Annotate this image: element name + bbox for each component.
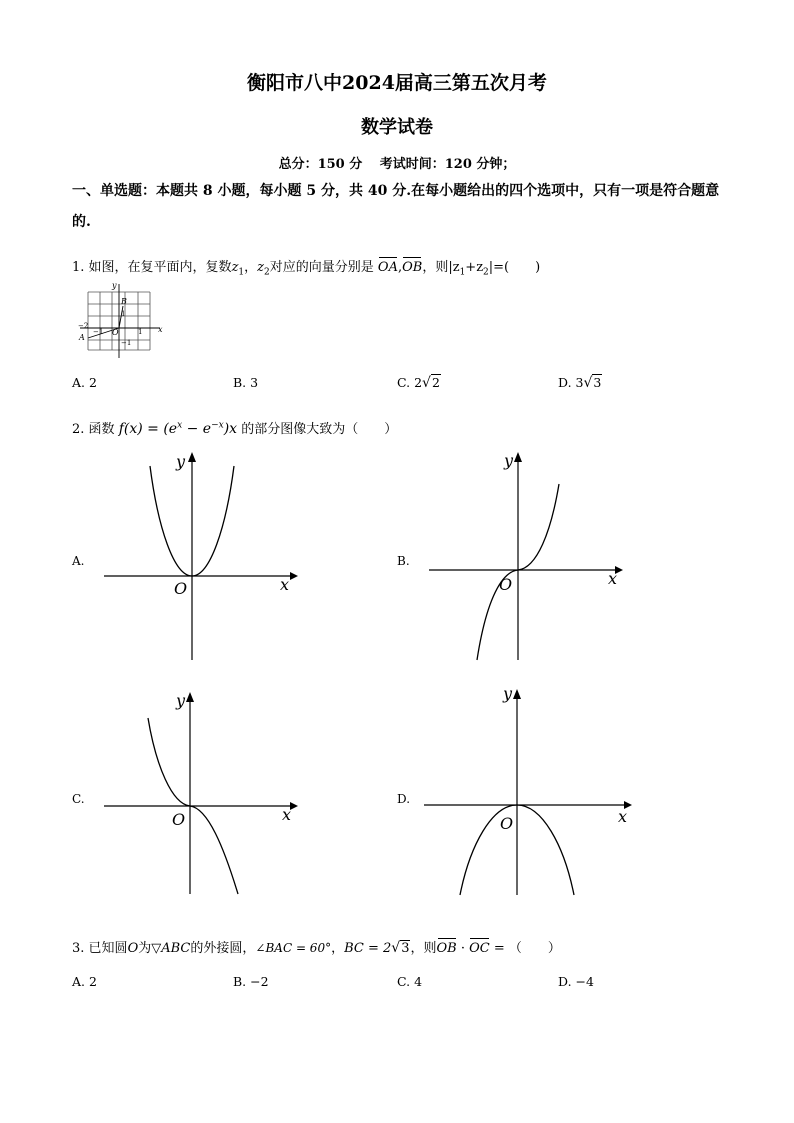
- graph-b-y-arrow-icon: [514, 452, 522, 462]
- graph-d-y-label: y: [503, 685, 513, 703]
- q2-minus: − e: [182, 421, 212, 437]
- question-2-stem: [72, 418, 397, 437]
- exam-subtitle: 数学试卷: [361, 117, 433, 138]
- graph-c-origin-label: O: [172, 810, 186, 829]
- q2-func: f(x) = (e: [118, 421, 178, 437]
- q3-circle-o: O: [127, 941, 139, 956]
- q1-abs-sub2: 2: [483, 267, 489, 278]
- q2-label-c: C.: [72, 792, 85, 806]
- q2-number: 2.: [72, 422, 85, 437]
- q1-option-c: [397, 375, 441, 391]
- q1-option-d-radicand: 3: [593, 375, 602, 390]
- q1-option-c-text: C. 2: [397, 375, 423, 390]
- graph-b-origin-label: O: [499, 575, 513, 594]
- q1-option-d: [558, 375, 602, 391]
- q2-label-d: D.: [397, 792, 411, 806]
- q1-option-c-radical-icon: √: [422, 375, 431, 391]
- q1-vec-oa: OA: [377, 260, 398, 275]
- q3-option-c: C. 4: [397, 974, 423, 989]
- q1-fig-tick-m1: −1: [93, 328, 104, 336]
- q3-radical-icon: √: [391, 940, 401, 956]
- q2-text-b: 的部分图像大致为（ ）: [241, 422, 398, 437]
- q3-text-d: ，: [331, 941, 345, 956]
- section-heading: 一、单选题：本题共 8 小题，每小题 5 分，共 40 分.在每小题给出的四个选项中，只有一项是符合题意的.: [72, 183, 720, 230]
- q1-complex-plane-figure: [76, 280, 166, 360]
- q1-option-d-radical-icon: √: [583, 375, 593, 391]
- q2-label-b: B.: [397, 554, 410, 568]
- q3-text-e: ，则: [410, 941, 437, 956]
- q1-fig-a-label: A: [79, 333, 85, 342]
- q3-text-f: = （ ）: [489, 941, 561, 956]
- q2-graph-b: [425, 448, 625, 663]
- q1-fig-b-label: B: [121, 297, 127, 306]
- q2-exp2: −x: [211, 420, 224, 431]
- graph-c-x-arrow-icon: [290, 802, 298, 810]
- q1-text-b: 对应的向量分别是: [269, 260, 374, 275]
- question-3-stem: [72, 937, 561, 956]
- q1-fig-tick-m1y: −1: [121, 339, 132, 347]
- q3-text-a: 已知圆: [88, 941, 128, 956]
- q1-abs-sub1: 1: [459, 267, 466, 278]
- q3-angle: ∠BAC = 60°: [255, 941, 332, 955]
- q1-option-b: B. 3: [233, 375, 259, 390]
- q1-fig-y-label: y: [112, 281, 117, 290]
- graph-a-y-label: y: [176, 452, 186, 471]
- q1-option-c-radicand: 2: [431, 375, 440, 390]
- q1-fig-tick-p1: 1: [138, 328, 143, 336]
- q1-option-a: A. 2: [72, 375, 97, 390]
- graph-d-origin-label: O: [500, 814, 514, 833]
- q3-dot: ·: [456, 941, 470, 956]
- q1-fig-origin-label: O: [112, 328, 119, 337]
- q1-text-d: +z: [465, 260, 484, 275]
- graph-a-origin-label: O: [174, 579, 188, 598]
- q3-text-b: 为: [138, 941, 152, 956]
- q1-z1: z: [231, 260, 239, 275]
- q2-graph-c: [100, 688, 300, 903]
- q1-z1-sub: 1: [238, 267, 245, 278]
- graph-a-y-arrow-icon: [188, 452, 196, 462]
- q1-text-e: |=( ): [488, 260, 541, 275]
- q3-number: 3.: [72, 941, 85, 956]
- graph-b-x-label: x: [608, 569, 618, 588]
- q2-func-end: )x: [223, 421, 238, 437]
- q2-text-a: 函数: [88, 422, 115, 437]
- graph-a-x-arrow-icon: [290, 572, 298, 580]
- q1-z2: z: [257, 260, 265, 275]
- q3-vec-ob: OB: [436, 941, 457, 956]
- q2-exp1: x: [177, 420, 183, 431]
- q1-fig-x-label: x: [158, 325, 163, 334]
- graph-b-y-label: y: [504, 451, 514, 470]
- q1-option-d-text: D. 3: [558, 375, 584, 390]
- q1-number: 1.: [72, 260, 85, 275]
- graph-a-x-label: x: [280, 575, 290, 594]
- graph-d-y-arrow-icon: [513, 689, 521, 699]
- q2-graph-a: [100, 448, 300, 663]
- q3-vec-oc: OC: [469, 941, 490, 956]
- graph-c-y-label: y: [176, 691, 186, 710]
- q1-text-a: 如图，在复平面内，复数: [88, 260, 232, 275]
- q3-radicand: 3: [401, 941, 410, 956]
- q1-fig-tick-p1y: 1: [121, 310, 126, 318]
- q1-fig-tick-m2: −2: [78, 322, 89, 330]
- q1-vec-ob: OB: [402, 260, 423, 275]
- question-1-stem: 1. 如图，在复平面内，复数$z_1$，$z_2$对应的向量分别是 OA,OB，则$|z_1+z_2|=$( ): [72, 260, 541, 278]
- graph-c-x-label: x: [282, 805, 292, 824]
- q3-option-d: D. −4: [558, 974, 594, 989]
- q1-text-c: ，则|z: [422, 260, 460, 275]
- exam-title: 衡阳市八中2024届高三第五次月考: [247, 72, 547, 94]
- q1-z2-sub: 2: [264, 267, 270, 278]
- graph-d-x-label: x: [618, 807, 628, 826]
- q3-option-a: A. 2: [72, 974, 97, 989]
- q3-text-c: 的外接圆，: [190, 941, 256, 956]
- q3-triangle: ▽ABC: [151, 941, 191, 956]
- graph-c-y-arrow-icon: [186, 692, 194, 702]
- q3-option-b: B. −2: [233, 974, 269, 989]
- exam-info: 总分：150 分 考试时间：120 分钟；: [278, 157, 516, 172]
- q2-graph-d: [420, 685, 635, 900]
- q3-bc: BC = 2: [344, 941, 392, 956]
- q2-label-a: A.: [72, 554, 85, 568]
- q1-comma: ，: [244, 260, 258, 275]
